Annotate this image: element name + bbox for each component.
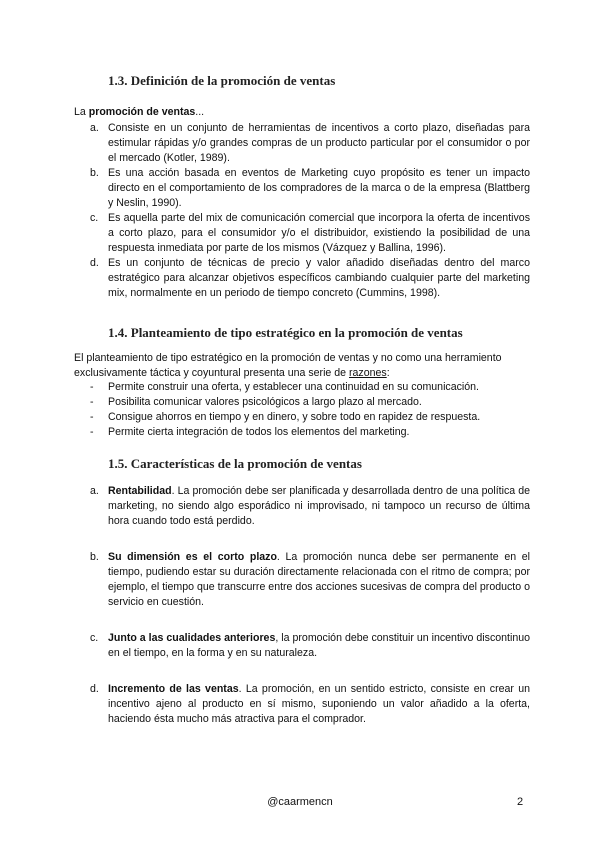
list-item xyxy=(74,380,530,395)
list-item xyxy=(74,256,530,301)
item-bold-term: Junto a las cualidades anteriores xyxy=(108,632,276,644)
item-bold-term: Incremento de las ventas xyxy=(108,683,239,695)
list-item xyxy=(74,484,530,529)
list-marker: c. xyxy=(90,632,99,644)
intro-end: : xyxy=(386,367,390,379)
list-item-text: Consiste en un conjunto de herramientas de incentivos a corto plazo, diseñadas para estimular rápidas y/o grandes compras de un producto particular por el consumidor o por el mercado (Kotler, 1989). xyxy=(108,122,530,164)
section-heading-1-4: 1.4. Planteamiento de tipo estratégico en la promoción de ventas xyxy=(108,325,463,340)
list-marker: c. xyxy=(90,212,99,224)
list-marker: a. xyxy=(90,122,99,134)
page-number: 2 xyxy=(517,796,524,808)
reasons-list xyxy=(74,380,530,440)
list-item xyxy=(74,550,530,610)
list-item-text: . La promoción debe ser planificada y desarrollada dentro de una política de marketing, no siendo algo esporádico ni improvisado, ni tampoco un recurso de última hora cuando todo está perdido. xyxy=(108,485,530,527)
list-marker: b. xyxy=(90,167,99,179)
list-item xyxy=(74,211,530,256)
list-marker: d. xyxy=(90,683,99,695)
list-item-text: Permite cierta integración de todos los elementos del marketing. xyxy=(108,426,410,438)
intro-suffix: ... xyxy=(195,106,205,118)
list-marker: a. xyxy=(90,485,99,497)
item-bold-term: Rentabilidad xyxy=(108,485,172,497)
list-marker: b. xyxy=(90,551,99,563)
bullet-marker: - xyxy=(90,381,94,393)
item-bold-term: Su dimensión es el corto plazo xyxy=(108,551,277,563)
list-item xyxy=(74,425,530,440)
list-item-text: Es aquella parte del mix de comunicación comercial que incorpora la oferta de incentivos a corto plazo, para el consumidor y/o el distribuidor, existiendo la posibilidad de una respuesta inmediata por parte de los mismos (Vázquez y Ballina, 1996). xyxy=(108,212,530,254)
bullet-marker: - xyxy=(90,426,94,438)
intro-prefix: La xyxy=(74,106,89,118)
list-item xyxy=(74,631,530,661)
characteristics-list xyxy=(74,484,530,748)
list-item-text: . La promoción, en un sentido estricto, consiste en crear un incentivo ajeno al producto en sí mismo, suponiendo un valor añadido a la oferta, haciendo ésta mucho más atractiva para el comprador. xyxy=(108,683,530,725)
list-item xyxy=(74,395,530,410)
list-item xyxy=(74,166,530,211)
list-item xyxy=(74,121,530,166)
intro-bold-term: promoción de ventas xyxy=(88,106,196,118)
razones-link: razones xyxy=(349,367,387,379)
list-item-text: Posibilita comunicar valores psicológicos a largo plazo al mercado. xyxy=(108,396,422,408)
bullet-marker: - xyxy=(90,396,94,408)
section-1-4-intro xyxy=(74,351,530,381)
section-heading-1-5: 1.5. Características de la promoción de ventas xyxy=(108,456,362,471)
list-item-text: , la promoción debe constituir un incentivo discontinuo en el tiempo, en la forma y en su naturaleza. xyxy=(108,632,530,659)
footer-handle: @caarmencn xyxy=(267,796,333,808)
section-1-3-intro xyxy=(74,105,530,120)
list-item-text: Permite construir una oferta, y establecer una continuidad en su comunicación. xyxy=(108,381,479,393)
definition-list xyxy=(74,121,530,301)
list-item-text: Es una acción basada en eventos de Marketing cuyo propósito es tener un impacto directo en el comportamiento de los compradores de la marca o de la empresa (Blattberg y Neslin, 1990). xyxy=(108,167,530,209)
bullet-marker: - xyxy=(90,411,94,423)
list-item-text: Consigue ahorros en tiempo y en dinero, y sobre todo en rapidez de respuesta. xyxy=(108,411,481,423)
list-item xyxy=(74,410,530,425)
section-heading-1-3: 1.3. Definición de la promoción de ventas xyxy=(108,73,336,88)
intro-text: El planteamiento de tipo estratégico en la promoción de ventas y no como una herramiento exclusivamente táctica y coyuntural presenta una serie de xyxy=(74,352,502,379)
list-item-text: Es un conjunto de técnicas de precio y valor añadido diseñadas dentro del marco estratégico para alcanzar objetivos específicos cambiando cualquier parte del marketing mix, normalmente en un periodo de tiempo concreto (Cummins, 1998). xyxy=(108,257,530,299)
list-marker: d. xyxy=(90,257,99,269)
list-item-text: . La promoción nunca debe ser permanente en el tiempo, pudiendo estar su duración directamente relacionada con el ritmo de compra; por ejemplo, el tiempo que transcurre entre dos acciones sucesivas de compra del producto o servicio en cuestión. xyxy=(108,551,530,608)
list-item xyxy=(74,682,530,727)
